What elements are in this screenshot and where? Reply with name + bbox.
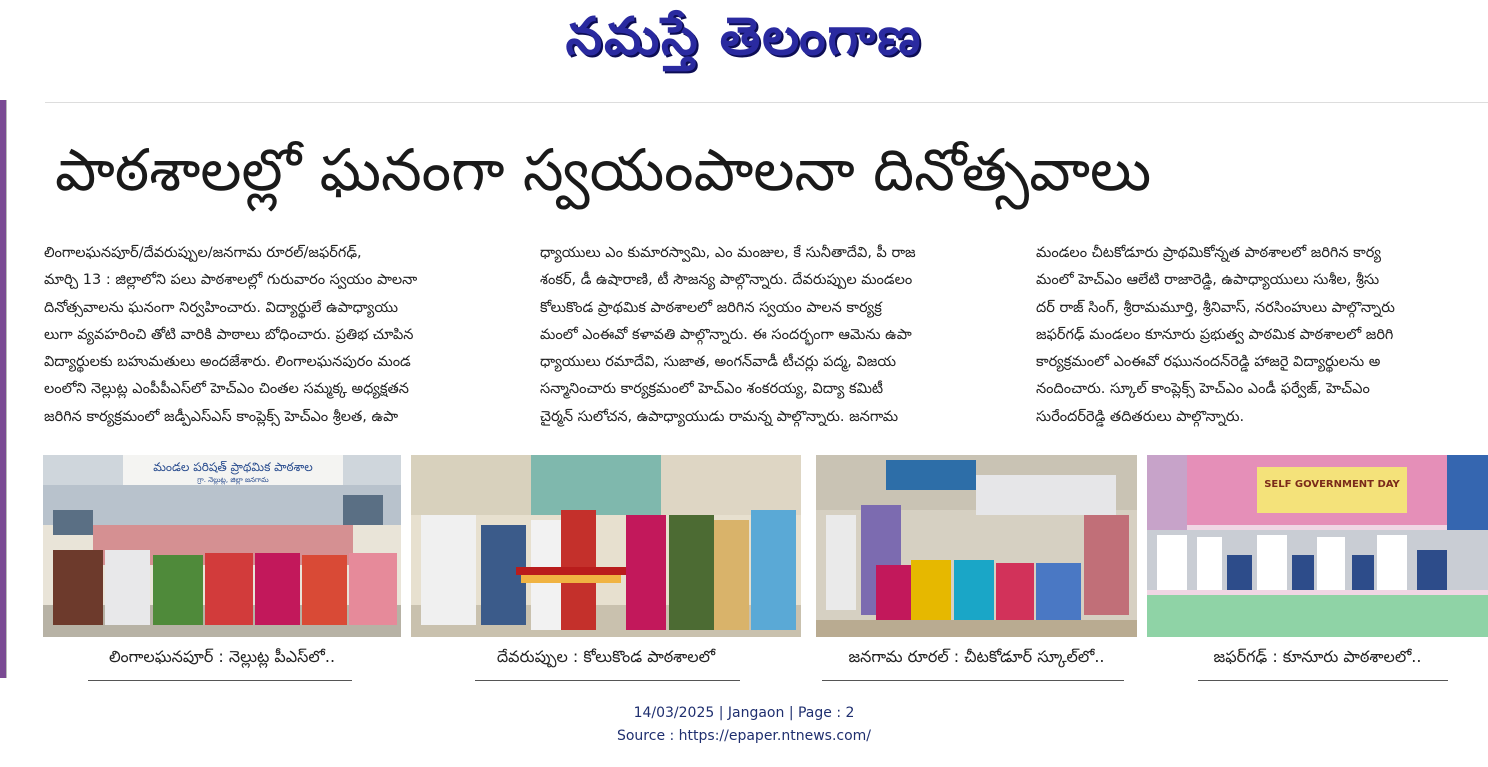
text-line: మార్చి 13 : జిల్లాలోని పలు పాఠశాలల్లో గురువారం స్వయం పాలనా xyxy=(44,272,418,289)
photo-cheetakodur-school xyxy=(816,455,1137,637)
school-sign-text: మండల పరిషత్ ప్రాథమిక పాఠశాల xyxy=(153,460,313,474)
text-line: దినోత్సవాలను ఘనంగా నిర్వహించారు. విద్యార్థులే ఉపాధ్యాయు xyxy=(44,299,398,316)
article-column-3 xyxy=(1036,240,1488,431)
school-sign-subtext: గ్రా. నెల్లుట్ల, జిల్లా జనగామ xyxy=(197,476,269,484)
text-line: నందించారు. స్కూల్ కాంప్లెక్స్ హెచ్‌ఎం ఎండీ ఫర్వేజ్, హెచ్‌ఎం xyxy=(1036,381,1370,398)
photo-caption: దేవరుప్పుల : కోలుకొండ పాఠశాలలో xyxy=(496,647,716,666)
photo-caption: జఫర్‌గఢ్ : కూనూరు పాఠశాలలో.. xyxy=(1213,647,1422,666)
text-line: జఫర్‌గఢ్ మండలం కూనూరు ప్రభుత్వ పాఠమిక పాఠశాలలో జరిగి xyxy=(1036,326,1394,343)
text-line: లింగాలఘనపూర్/దేవరుప్పుల/జనగామ రూరల్/జఫర్‌గఢ్, xyxy=(44,245,362,261)
photo-nellutla-school xyxy=(43,455,401,637)
masthead-divider xyxy=(45,102,1488,103)
footer-source-link[interactable]: Source : https://epaper.ntnews.com/ xyxy=(616,728,872,744)
text-line: మంలో ఎంఈవో కళావతి పాల్గొన్నారు. ఈ సందర్భంగా ఆమెను ఉపా xyxy=(540,326,912,343)
text-line: మంలో హెచ్‌ఎం ఆలేటి రాజారెడ్డి, ఉపాధ్యాయులు సుశీల, శ్రీసు xyxy=(1036,272,1380,289)
text-line: జరిగిన కార్యక్రమంలో జడ్పీఎస్ఎస్ కాంప్లెక్స్ హెచ్‌ఎం శ్రీలత, ఉపా xyxy=(44,408,399,425)
text-line: ధ్యాయులు ఎం కుమారస్వామి, ఎం మంజుల, కే సునీతాదేవి, పీ రాజ xyxy=(540,245,916,261)
text-line: కోలుకొండ ప్రాథమిక పాఠశాలలో జరిగిన స్వయం పాలన కార్యక్ర xyxy=(540,299,882,316)
photo-kolukonda-school xyxy=(411,455,801,637)
caption-underline xyxy=(1198,680,1448,681)
photo-kunooru-school xyxy=(1147,455,1488,637)
text-line: చైర్మన్ సులోచన, ఉపాధ్యాయుడు రామన్న పాల్గొన్నారు. జనగామ xyxy=(540,408,899,425)
article-column-2 xyxy=(540,240,1010,431)
text-line: విద్యార్థులకు బహుమతులు అందజేశారు. లింగాలఘనపురం మండ xyxy=(44,354,411,371)
text-line: సన్మానించారు కార్యక్రమంలో హెచ్‌ఎం శంకరయ్య, విద్యా కమిటీ xyxy=(540,381,884,398)
article-column-1 xyxy=(44,240,514,431)
photo-caption: జనగామ రూరల్ : చీటకోడూర్ స్కూల్‌లో.. xyxy=(848,647,1105,666)
article-headline: పాఠశాలల్లో ఘనంగా స్వయంపాలనా దినోత్సవాలు xyxy=(55,136,1152,204)
text-line: లుగా వ్యవహరించి తోటి వారికి పాఠాలు బోధించారు. ప్రతిభ చూపిన xyxy=(44,326,414,343)
text-line: దర్ రాజ్ సింగ్, శ్రీరామమూర్తి, శ్రీనివాస్, నరసింహులు పాల్గొన్నారు xyxy=(1036,299,1395,316)
footer-date-page: 14/03/2025 | Jangaon | Page : 2 xyxy=(633,705,855,721)
masthead-title: నమస్తే తెలంగాణ xyxy=(565,6,923,67)
text-line: లంలోని నెల్లుట్ల ఎంపీపీఎస్‌లో హెచ్‌ఎం చింతల సమ్మక్క అధ్యక్షతన xyxy=(44,381,409,398)
photo-caption: లింగాలఘనపూర్ : నెల్లుట్ల పీఎస్‌లో.. xyxy=(108,647,336,666)
text-line: సురేందర్‌రెడ్డి తదితరులు పాల్గొన్నారు. xyxy=(1036,408,1245,425)
caption-underline xyxy=(88,680,352,681)
caption-underline xyxy=(822,680,1124,681)
text-line: శంకర్, డీ ఉషారాణి, టీ సౌజన్య పాల్గొన్నారు. దేవరుప్పుల మండలం xyxy=(540,272,913,289)
masthead xyxy=(0,0,1488,78)
banner-text: SELF GOVERNMENT DAY xyxy=(1264,479,1400,490)
page-edge-shadow xyxy=(6,100,7,678)
text-line: ధ్యాయులు రమాదేవి, సుజాత, అంగన్‌వాడీ టీచర్లు పద్మ, విజయ xyxy=(540,354,897,371)
text-line: కార్యక్రమంలో ఎంఈవో రఘునందన్‌రెడ్డి హాజరై విద్యార్థులను అ xyxy=(1036,354,1381,371)
caption-underline xyxy=(475,680,740,681)
text-line: మండలం చీటకోడూరు ప్రాథమికోన్నత పాఠశాలలో జరిగిన కార్య xyxy=(1036,245,1381,261)
